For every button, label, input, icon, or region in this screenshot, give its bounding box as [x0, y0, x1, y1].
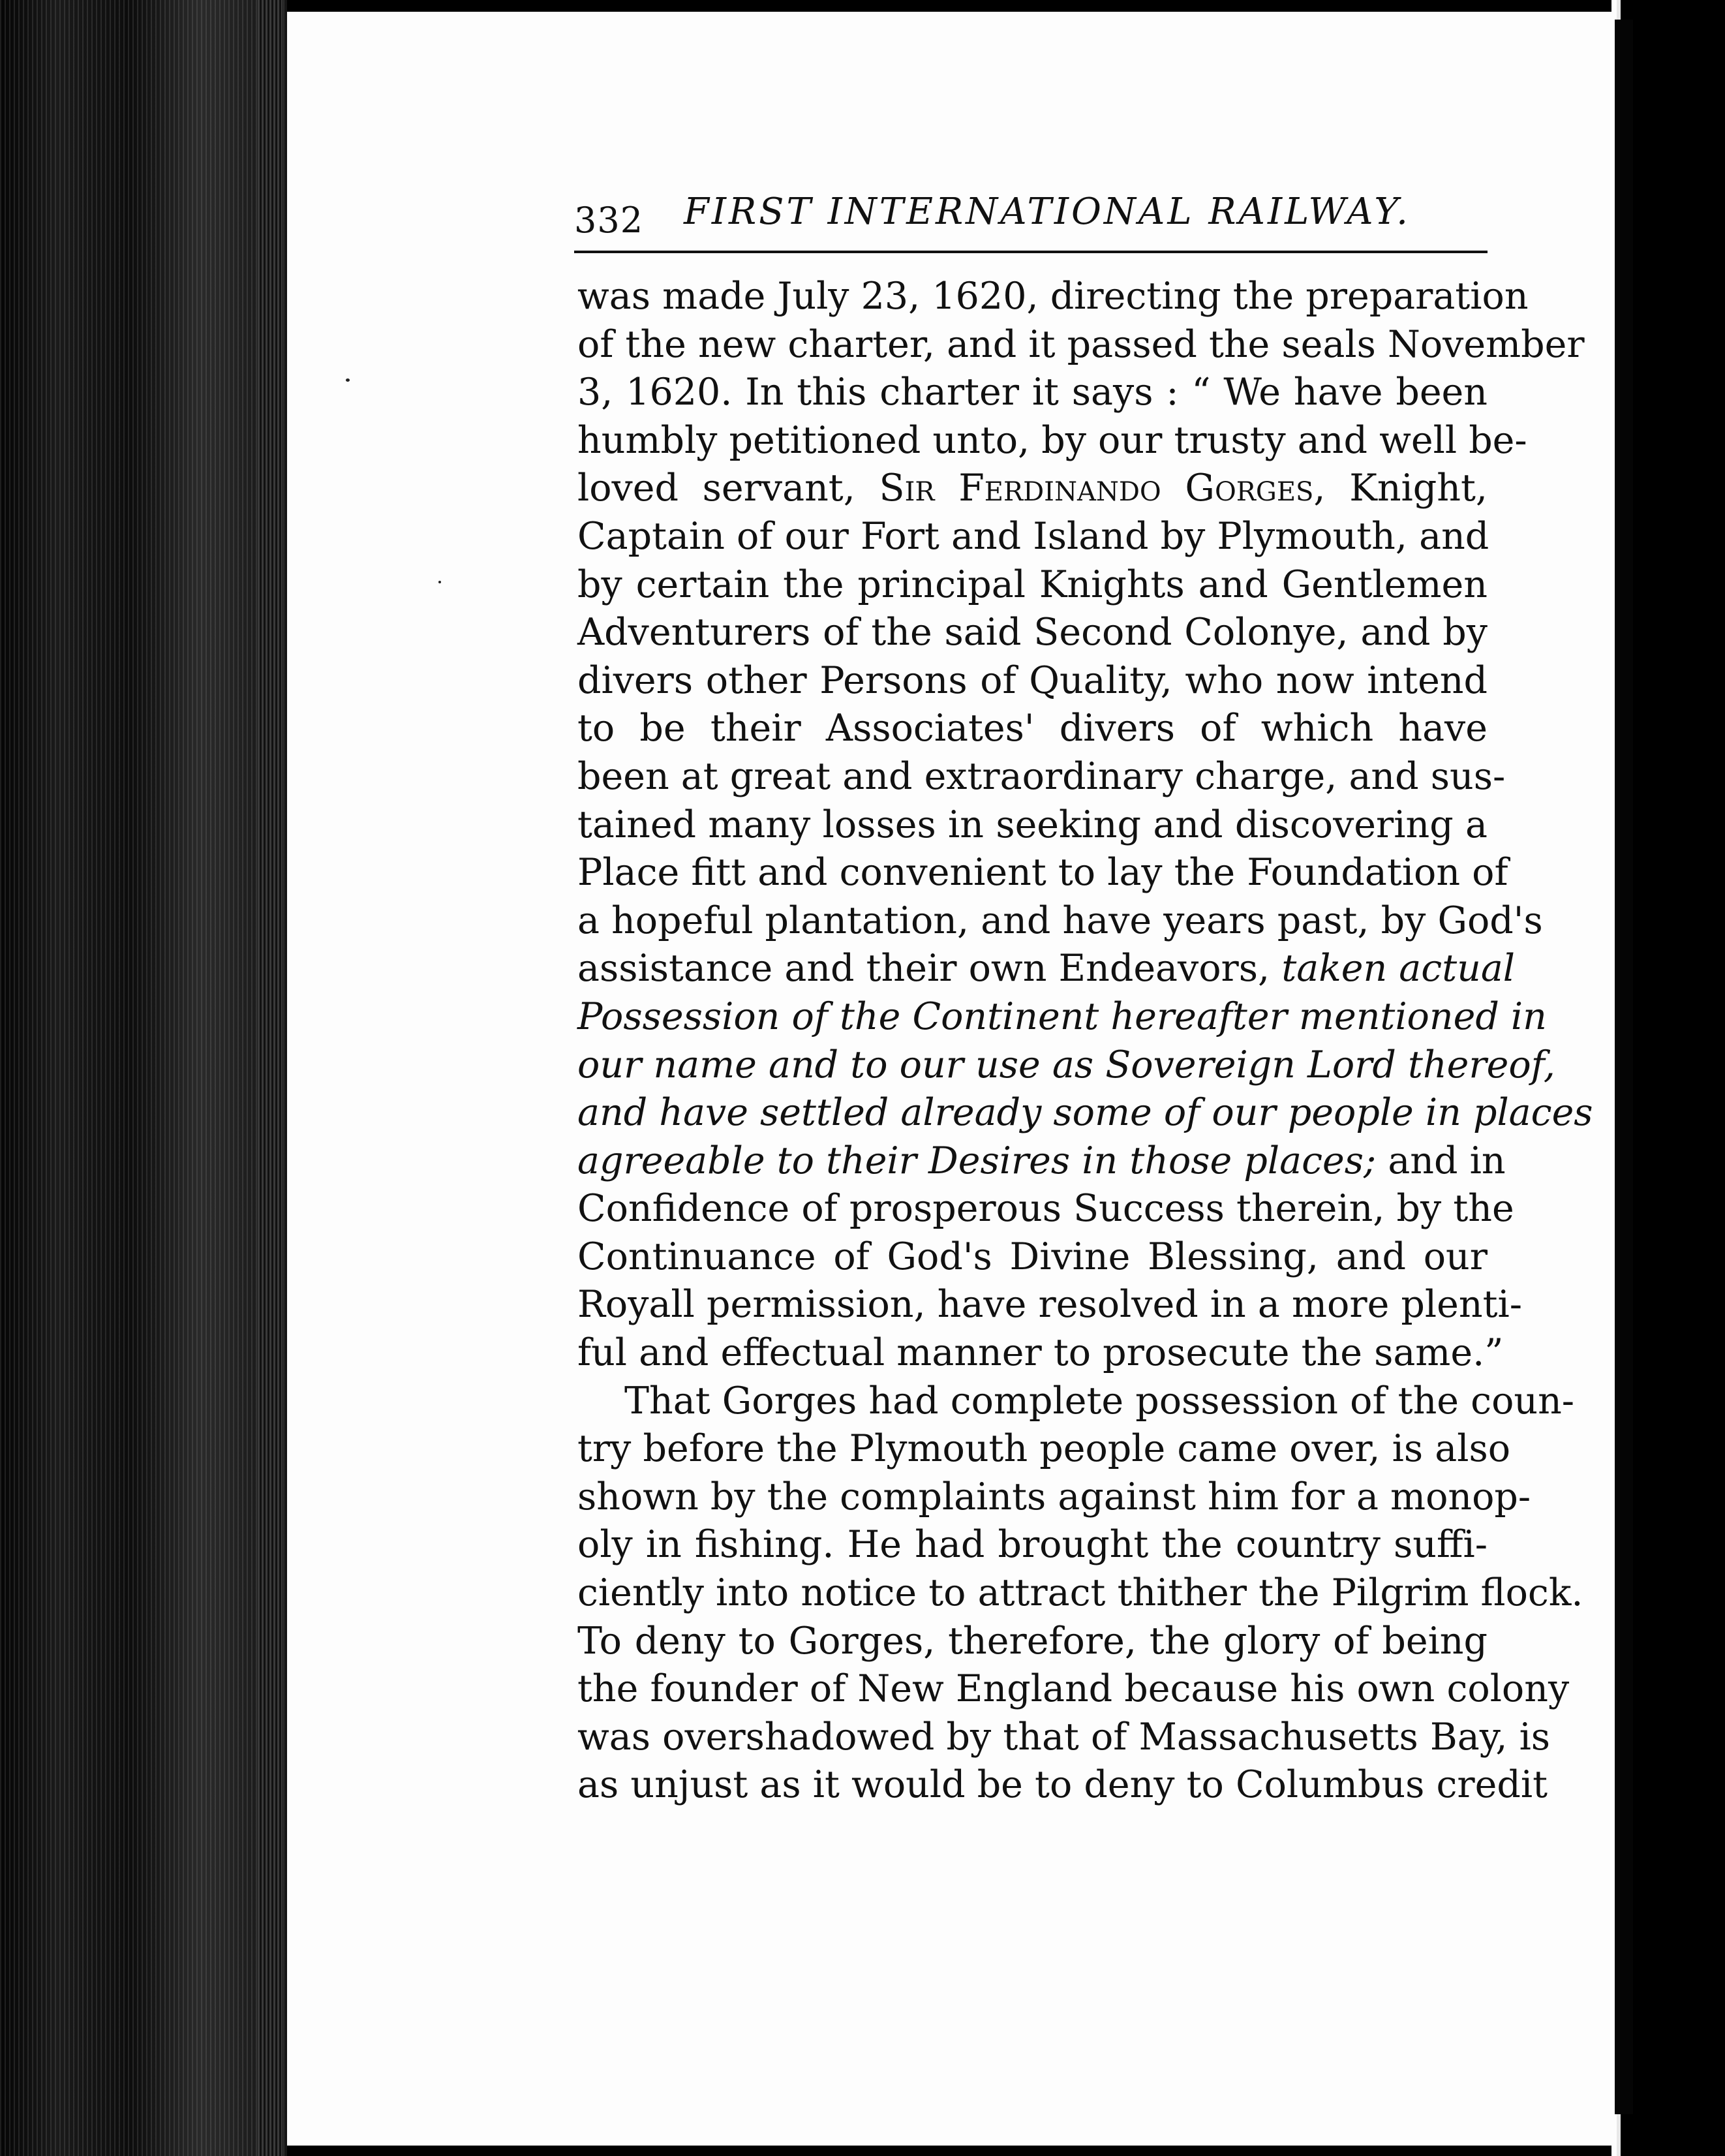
- page-edge-stack: [258, 0, 282, 2156]
- italic-segment: taken actual: [1281, 947, 1516, 991]
- text-line: try before the Plymouth people came over, is also: [577, 1427, 1511, 1471]
- small-caps-name: Sir Ferdinando Gorges: [879, 467, 1314, 510]
- text-segment: assistance and their own Endeavors,: [577, 947, 1282, 991]
- paragraph-2: [577, 1378, 1583, 1810]
- text-line: tained many losses in seeking and discovering a: [577, 803, 1488, 846]
- running-header: [574, 191, 1488, 253]
- text-line: [577, 1137, 1506, 1186]
- text-line: 3, 1620. In this charter it says : “ We have been: [577, 371, 1488, 414]
- text-segment: , Knight,: [1313, 467, 1488, 510]
- page-number: 332: [574, 200, 644, 241]
- text-line: to be their Associates' divers of which have: [577, 707, 1488, 750]
- text-line: divers other Persons of Quality, who now intend: [577, 658, 1488, 702]
- text-line: oly in fishing. He had brought the country suffi-: [577, 1523, 1488, 1567]
- text-line: the founder of New England because his own colony: [577, 1667, 1570, 1711]
- text-line: ful and effectual manner to prosecute the same.”: [577, 1331, 1504, 1375]
- scan-speck: [438, 581, 441, 583]
- text-line: as unjust as it would be to deny to Columbus credit: [577, 1763, 1548, 1807]
- text-line: Confidence of prosperous Success therein, by the: [577, 1187, 1514, 1231]
- text-line: [577, 465, 1488, 513]
- scan-speck: [346, 378, 350, 382]
- text-line: Captain of our Fort and Island by Plymouth, and: [577, 514, 1489, 558]
- italic-segment: agreeable to their Desires in those places;: [577, 1139, 1377, 1182]
- text-line: That Gorges had complete possession of the coun-: [624, 1379, 1575, 1423]
- text-line: was made July 23, 1620, directing the preparation: [577, 275, 1529, 318]
- italic-line: our name and to our use as Sovereign Lord thereof,: [577, 1043, 1555, 1086]
- paragraph-1: [577, 273, 1593, 1378]
- text-line: Continuance of God's Divine Blessing, and our: [577, 1235, 1488, 1278]
- italic-line: Possession of the Continent hereafter mentioned in: [577, 994, 1547, 1038]
- italic-line: and have settled already some of our people in places: [577, 1091, 1593, 1135]
- text-line: [577, 945, 1516, 993]
- body-text: [577, 273, 1593, 1810]
- text-line: a hopeful plantation, and have years past, by God's: [577, 899, 1543, 942]
- text-line: Royall permission, have resolved in a more plenti-: [577, 1283, 1522, 1327]
- text-line: by certain the principal Knights and Gentlemen: [577, 562, 1488, 606]
- running-title: FIRST INTERNATIONAL RAILWAY.: [684, 191, 1411, 233]
- book-spine-shadow: [0, 0, 287, 2156]
- right-binding-strip: [1615, 20, 1633, 2114]
- text-line: Adventurers of the said Second Colonye, and by: [577, 611, 1488, 654]
- text-line: of the new charter, and it passed the seals November: [577, 322, 1585, 366]
- text-line: shown by the complaints against him for a monop-: [577, 1475, 1531, 1518]
- text-line: Place fitt and convenient to lay the Foundation of: [577, 851, 1508, 895]
- text-line: humbly petitioned unto, by our trusty and well be-: [577, 418, 1527, 462]
- text-line: To deny to Gorges, therefore, the glory of being: [577, 1619, 1488, 1663]
- text-line: ciently into notice to attract thither the Pilgrim flock.: [577, 1571, 1583, 1615]
- text-segment: loved servant,: [577, 467, 879, 510]
- text-line: was overshadowed by that of Massachusetts Bay, is: [577, 1715, 1551, 1759]
- text-line: been at great and extraordinary charge, and sus-: [577, 754, 1506, 798]
- text-segment: and in: [1376, 1139, 1506, 1182]
